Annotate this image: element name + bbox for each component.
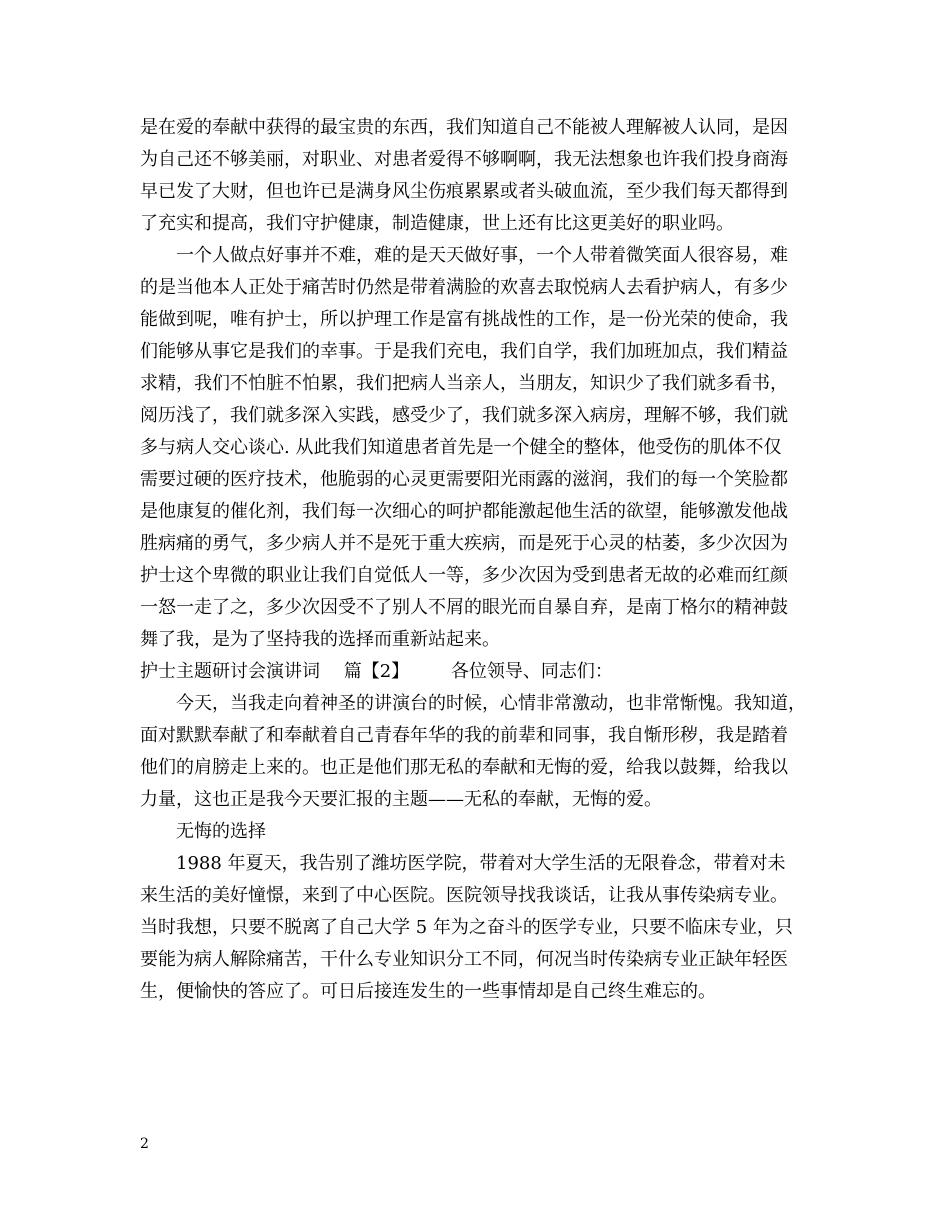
text-line: 面对默默奉献了和奉献着自己青春年华的我的前辈和同事，我自惭形秽，我是踏着	[140, 725, 788, 746]
text-line: 需要过硬的医疗技术，他脆弱的心灵更需要阳光雨露的滋润，我们的每一个笑脸都	[140, 469, 788, 490]
text-line: 们能够从事它是我们的幸事。于是我们充电，我们自学，我们加班加点，我们精益	[140, 341, 788, 362]
text-line: 一怒一走了之，多少次因受不了别人不屑的眼光而自暴自弃，是南丁格尔的精神鼓	[140, 597, 788, 618]
text-line: 舞了我，是为了坚持我的选择而重新站起来。	[140, 629, 500, 650]
text-line: 无悔的选择	[176, 821, 266, 842]
text-line: 了充实和提高，我们守护健康，制造健康，世上还有比这更美好的职业吗。	[140, 213, 734, 234]
text-line: 阅历浅了，我们就多深入实践，感受少了，我们就多深入病房，理解不够，我们就	[140, 405, 788, 426]
text-line: 他们的肩膀走上来的。也正是他们那无私的奉献和无悔的爱，给我以鼓舞，给我以	[140, 757, 788, 778]
text-line: 为自己还不够美丽，对职业、对患者爱得不够啊啊，我无法想象也许我们投身商海	[140, 149, 788, 170]
body-text	[140, 112, 820, 1008]
text-line: 护士主题研讨会演讲词 篇【2】 各位领导、同志们：	[140, 661, 613, 682]
text-line: 生，便愉快的答应了。可日后接连发生的一些事情却是自己终生难忘的。	[140, 981, 716, 1002]
text-line: 力量，这也正是我今天要汇报的主题——无私的奉献，无悔的爱。	[140, 789, 662, 810]
text-line: 多与病人交心谈心. 从此我们知道患者首先是一个健全的整体，他受伤的肌体不仅	[140, 437, 782, 458]
text-line: 今天，当我走向着神圣的讲演台的时候，心情非常激动，也非常惭愧。我知道，	[176, 693, 806, 714]
text-line: 是在爱的奉献中获得的最宝贵的东西，我们知道自己不能被人理解被人认同，是因	[140, 117, 788, 138]
text-line: 1988 年夏天，我告别了潍坊医学院，带着对大学生活的无限眷念，带着对未	[176, 853, 786, 874]
text-line: 能做到呢，唯有护士，所以护理工作是富有挑战性的工作，是一份光荣的使命，我	[140, 309, 788, 330]
text-line: 护士这个卑微的职业让我们自觉低人一等，多少次因为受到患者无故的必难而红颜	[140, 565, 788, 586]
text-line: 来生活的美好憧憬，来到了中心医院。医院领导找我谈话，让我从事传染病专业。	[140, 885, 788, 906]
text-line: 要能为病人解除痛苦，干什么专业知识分工不同，何况当时传染病专业正缺年轻医	[140, 949, 788, 970]
text-line: 求精，我们不怕脏不怕累，我们把病人当亲人，当朋友，知识少了我们就多看书，	[140, 373, 788, 394]
page-number: 2	[140, 1136, 149, 1152]
text-line: 的是当他本人正处于痛苦时仍然是带着满脸的欢喜去取悦病人去看护病人，有多少	[140, 277, 788, 298]
text-line: 是他康复的催化剂，我们每一次细心的呵护都能激起他生活的欲望，能够激发他战	[140, 501, 788, 522]
text-line: 当时我想，只要不脱离了自己大学 5 年为之奋斗的医学专业，只要不临床专业，只	[140, 917, 793, 938]
text-line: 胜病痛的勇气，多少病人并不是死于重大疾病，而是死于心灵的枯萎，多少次因为	[140, 533, 788, 554]
text-line: 一个人做点好事并不难，难的是天天做好事，一个人带着微笑面人很容易，难	[176, 245, 788, 266]
text-line: 早已发了大财，但也许已是满身风尘伤痕累累或者头破血流，至少我们每天都得到	[140, 181, 788, 202]
